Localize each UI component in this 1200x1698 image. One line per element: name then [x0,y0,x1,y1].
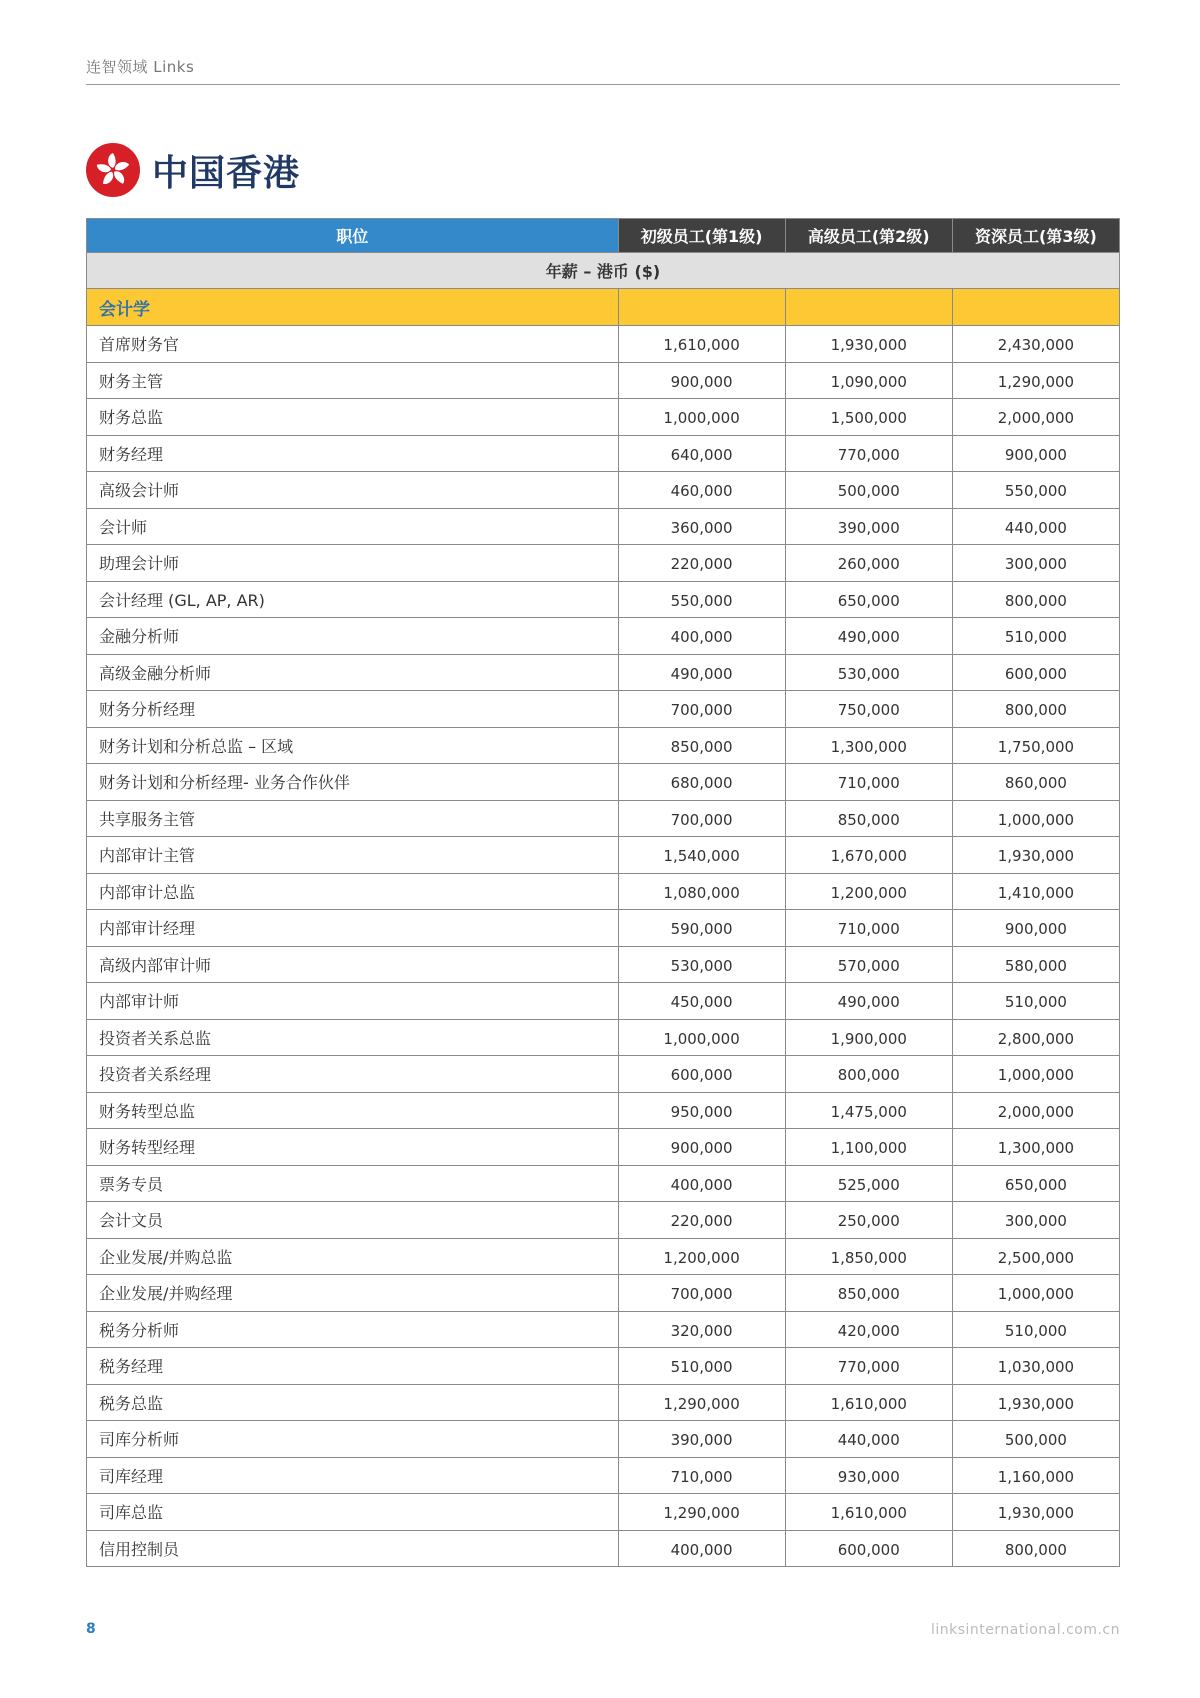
level1-salary-cell: 700,000 [618,800,785,837]
level3-salary-cell: 1,030,000 [952,1348,1119,1385]
level2-salary-cell: 710,000 [785,764,952,801]
level1-salary-cell: 1,200,000 [618,1238,785,1275]
level2-salary-cell: 420,000 [785,1311,952,1348]
table-row [87,1348,1120,1385]
level3-salary-cell: 300,000 [952,1202,1119,1239]
level1-salary-cell: 850,000 [618,727,785,764]
header-brand: 连智领域 Links [86,58,195,76]
level3-salary-cell: 1,750,000 [952,727,1119,764]
level2-salary-cell: 490,000 [785,983,952,1020]
table-row [87,581,1120,618]
level1-salary-cell: 1,080,000 [618,873,785,910]
level3-salary-cell: 1,930,000 [952,1494,1119,1531]
table-row [87,946,1120,983]
level1-salary-cell: 390,000 [618,1421,785,1458]
table-row [87,1092,1120,1129]
level2-salary-cell: 930,000 [785,1457,952,1494]
level3-salary-cell: 900,000 [952,435,1119,472]
level2-salary-cell: 600,000 [785,1530,952,1567]
column-header-level2: 高级员工(第2级) [785,219,952,253]
position-cell: 高级内部审计师 [87,946,619,983]
category-label: 会计学 [87,289,619,326]
level3-salary-cell: 800,000 [952,581,1119,618]
column-header-level1: 初级员工(第1级) [618,219,785,253]
level3-salary-cell: 510,000 [952,618,1119,655]
table-row [87,910,1120,947]
position-cell: 税务经理 [87,1348,619,1385]
level3-salary-cell: 1,160,000 [952,1457,1119,1494]
table-row [87,983,1120,1020]
level1-salary-cell: 490,000 [618,654,785,691]
level3-salary-cell: 1,000,000 [952,1056,1119,1093]
table-row [87,691,1120,728]
page-number: 8 [86,1621,96,1637]
position-cell: 助理会计师 [87,545,619,582]
level1-salary-cell: 400,000 [618,1530,785,1567]
level1-salary-cell: 710,000 [618,1457,785,1494]
position-cell: 共享服务主管 [87,800,619,837]
salary-unit-row [87,253,1120,289]
level2-salary-cell: 770,000 [785,1348,952,1385]
table-row [87,508,1120,545]
level3-salary-cell: 2,000,000 [952,399,1119,436]
position-cell: 司库总监 [87,1494,619,1531]
category-cell-blank [618,289,785,326]
position-cell: 高级金融分析师 [87,654,619,691]
level2-salary-cell: 1,500,000 [785,399,952,436]
level3-salary-cell: 2,800,000 [952,1019,1119,1056]
level3-salary-cell: 500,000 [952,1421,1119,1458]
level2-salary-cell: 1,300,000 [785,727,952,764]
position-cell: 内部审计经理 [87,910,619,947]
level1-salary-cell: 600,000 [618,1056,785,1093]
table-row [87,1384,1120,1421]
level2-salary-cell: 850,000 [785,800,952,837]
level3-salary-cell: 1,000,000 [952,800,1119,837]
table-row [87,435,1120,472]
level2-salary-cell: 850,000 [785,1275,952,1312]
table-row [87,1056,1120,1093]
level2-salary-cell: 710,000 [785,910,952,947]
table-row [87,764,1120,801]
column-header-position: 职位 [87,219,619,253]
level2-salary-cell: 750,000 [785,691,952,728]
level2-salary-cell: 1,475,000 [785,1092,952,1129]
position-cell: 税务分析师 [87,1311,619,1348]
level3-salary-cell: 580,000 [952,946,1119,983]
position-cell: 票务专员 [87,1165,619,1202]
table-row [87,873,1120,910]
level3-salary-cell: 2,000,000 [952,1092,1119,1129]
level3-salary-cell: 1,290,000 [952,362,1119,399]
table-row [87,472,1120,509]
level1-salary-cell: 900,000 [618,1129,785,1166]
level1-salary-cell: 1,000,000 [618,1019,785,1056]
position-cell: 财务总监 [87,399,619,436]
table-row [87,1019,1120,1056]
level3-salary-cell: 600,000 [952,654,1119,691]
table-row [87,837,1120,874]
position-cell: 内部审计总监 [87,873,619,910]
level3-salary-cell: 440,000 [952,508,1119,545]
position-cell: 金融分析师 [87,618,619,655]
level3-salary-cell: 800,000 [952,1530,1119,1567]
level3-salary-cell: 510,000 [952,983,1119,1020]
position-cell: 财务转型总监 [87,1092,619,1129]
level1-salary-cell: 220,000 [618,545,785,582]
level3-salary-cell: 2,430,000 [952,326,1119,363]
table-row [87,618,1120,655]
position-cell: 信用控制员 [87,1530,619,1567]
level2-salary-cell: 1,900,000 [785,1019,952,1056]
level1-salary-cell: 1,000,000 [618,399,785,436]
position-cell: 税务总监 [87,1384,619,1421]
level3-salary-cell: 800,000 [952,691,1119,728]
level1-salary-cell: 400,000 [618,1165,785,1202]
position-cell: 内部审计师 [87,983,619,1020]
table-row [87,727,1120,764]
position-cell: 司库分析师 [87,1421,619,1458]
level1-salary-cell: 1,540,000 [618,837,785,874]
table-row [87,362,1120,399]
position-cell: 财务计划和分析总监 – 区域 [87,727,619,764]
level3-salary-cell: 2,500,000 [952,1238,1119,1275]
level2-salary-cell: 440,000 [785,1421,952,1458]
level2-salary-cell: 1,930,000 [785,326,952,363]
table-row [87,1202,1120,1239]
position-cell: 会计经理 (GL, AP, AR) [87,581,619,618]
table-row [87,1494,1120,1531]
table-row [87,1129,1120,1166]
level3-salary-cell: 1,930,000 [952,837,1119,874]
level1-salary-cell: 590,000 [618,910,785,947]
level1-salary-cell: 220,000 [618,1202,785,1239]
category-cell-blank [952,289,1119,326]
position-cell: 司库经理 [87,1457,619,1494]
salary-unit-label: 年薪 – 港币 ($) [87,253,1120,289]
column-header-level3: 资深员工(第3级) [952,219,1119,253]
position-cell: 高级会计师 [87,472,619,509]
position-cell: 会计师 [87,508,619,545]
position-cell: 财务计划和分析经理- 业务合作伙伴 [87,764,619,801]
level1-salary-cell: 400,000 [618,618,785,655]
table-row [87,1311,1120,1348]
region-heading [86,142,300,198]
region-title: 中国香港 [152,152,301,194]
table-row [87,1421,1120,1458]
level2-salary-cell: 1,090,000 [785,362,952,399]
level3-salary-cell: 1,410,000 [952,873,1119,910]
table-row [87,399,1120,436]
level3-salary-cell: 550,000 [952,472,1119,509]
level2-salary-cell: 490,000 [785,618,952,655]
level2-salary-cell: 525,000 [785,1165,952,1202]
position-cell: 财务转型经理 [87,1129,619,1166]
footer-url: linksinternational.com.cn [930,1622,1120,1638]
table-header-row [87,219,1120,253]
level1-salary-cell: 530,000 [618,946,785,983]
level3-salary-cell: 510,000 [952,1311,1119,1348]
level3-salary-cell: 1,000,000 [952,1275,1119,1312]
level3-salary-cell: 900,000 [952,910,1119,947]
position-cell: 内部审计主管 [87,837,619,874]
position-cell: 投资者关系总监 [87,1019,619,1056]
level1-salary-cell: 320,000 [618,1311,785,1348]
table-row [87,800,1120,837]
level2-salary-cell: 770,000 [785,435,952,472]
level2-salary-cell: 530,000 [785,654,952,691]
bauhinia-flower-icon [93,150,133,190]
level2-salary-cell: 500,000 [785,472,952,509]
level3-salary-cell: 1,300,000 [952,1129,1119,1166]
category-row [87,289,1120,326]
table-row [87,326,1120,363]
level1-salary-cell: 700,000 [618,691,785,728]
bauhinia-flag-icon [86,143,140,197]
table-row [87,1530,1120,1567]
level1-salary-cell: 460,000 [618,472,785,509]
level1-salary-cell: 680,000 [618,764,785,801]
level1-salary-cell: 700,000 [618,1275,785,1312]
position-cell: 财务分析经理 [87,691,619,728]
level2-salary-cell: 1,200,000 [785,873,952,910]
table-row [87,654,1120,691]
position-cell: 财务经理 [87,435,619,472]
level1-salary-cell: 1,290,000 [618,1384,785,1421]
position-cell: 会计文员 [87,1202,619,1239]
position-cell: 财务主管 [87,362,619,399]
level2-salary-cell: 1,100,000 [785,1129,952,1166]
level2-salary-cell: 1,610,000 [785,1494,952,1531]
salary-table [86,218,1120,1567]
level2-salary-cell: 1,610,000 [785,1384,952,1421]
table-row [87,545,1120,582]
level1-salary-cell: 640,000 [618,435,785,472]
level1-salary-cell: 1,610,000 [618,326,785,363]
level2-salary-cell: 1,670,000 [785,837,952,874]
level3-salary-cell: 300,000 [952,545,1119,582]
table-row [87,1238,1120,1275]
level1-salary-cell: 550,000 [618,581,785,618]
table-row [87,1165,1120,1202]
level2-salary-cell: 650,000 [785,581,952,618]
table-row [87,1275,1120,1312]
level1-salary-cell: 950,000 [618,1092,785,1129]
level2-salary-cell: 260,000 [785,545,952,582]
level2-salary-cell: 800,000 [785,1056,952,1093]
position-cell: 投资者关系经理 [87,1056,619,1093]
level2-salary-cell: 390,000 [785,508,952,545]
level3-salary-cell: 1,930,000 [952,1384,1119,1421]
level3-salary-cell: 860,000 [952,764,1119,801]
level1-salary-cell: 510,000 [618,1348,785,1385]
table-row [87,1457,1120,1494]
level2-salary-cell: 1,850,000 [785,1238,952,1275]
level1-salary-cell: 450,000 [618,983,785,1020]
position-cell: 企业发展/并购经理 [87,1275,619,1312]
level2-salary-cell: 250,000 [785,1202,952,1239]
level1-salary-cell: 1,290,000 [618,1494,785,1531]
header-divider [86,84,1120,85]
position-cell: 首席财务官 [87,326,619,363]
level3-salary-cell: 650,000 [952,1165,1119,1202]
position-cell: 企业发展/并购总监 [87,1238,619,1275]
level1-salary-cell: 900,000 [618,362,785,399]
level2-salary-cell: 570,000 [785,946,952,983]
level1-salary-cell: 360,000 [618,508,785,545]
category-cell-blank [785,289,952,326]
